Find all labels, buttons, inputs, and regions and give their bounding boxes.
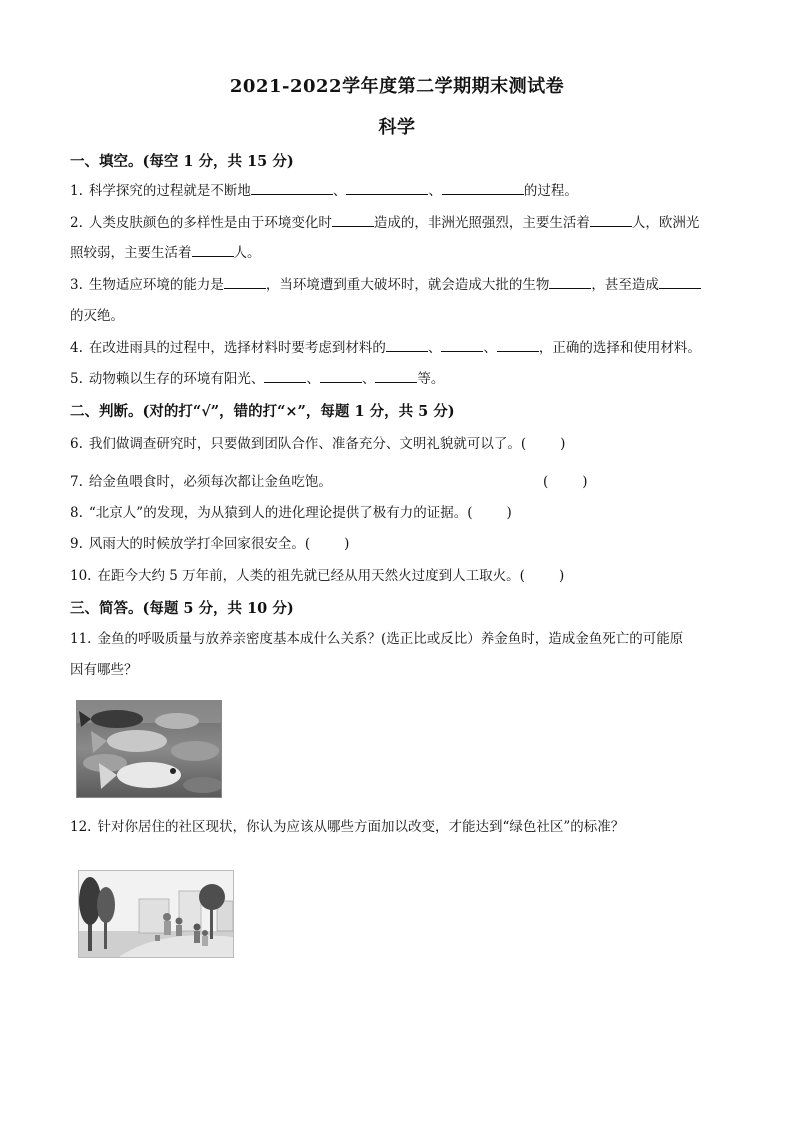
section-judgment-heading: 二、判断。(对的打“√”，错的打“×”，每题 1 分，共 5 分) <box>70 403 455 420</box>
question-text: 金鱼的呼吸质量与放养亲密度基本成什么关系？(选正比或反比）养金鱼时，造成金鱼死亡的可能原 <box>97 631 684 647</box>
question-text: 针对你居住的社区现状，你认为应该从哪些方面加以改变，才能达到“绿色社区”的标准？ <box>97 819 625 835</box>
bracket: ) <box>560 436 566 452</box>
answer-blank[interactable] <box>590 212 632 227</box>
question-7 <box>70 467 730 497</box>
question-text: 科学探究的过程就是不断地 <box>88 183 251 199</box>
question-text: 照较弱，主要生活着 <box>70 245 192 261</box>
question-6 <box>70 429 730 459</box>
question-5 <box>70 364 730 394</box>
question-number: 9. <box>70 536 83 552</box>
question-text: 因有哪些？ <box>70 662 138 678</box>
bracket: ( <box>543 474 549 490</box>
answer-blank[interactable] <box>386 337 428 352</box>
bracket: ) <box>582 474 588 490</box>
question-number: 12. <box>70 819 92 835</box>
question-text: ，当环境遭到重大破坏时，就会造成大批的生物 <box>265 277 550 293</box>
subject-title: 科学 <box>378 117 416 138</box>
question-number: 1. <box>70 183 83 199</box>
answer-blank[interactable] <box>224 274 266 289</box>
goldfish-image <box>77 701 221 797</box>
question-3-continued <box>70 301 730 331</box>
question-2-continued <box>70 238 730 268</box>
question-text: 的灭绝。 <box>70 308 124 324</box>
question-number: 11. <box>70 631 92 647</box>
question-text: 生物适应环境的能力是 <box>88 277 224 293</box>
goldfish-photo <box>76 700 222 798</box>
question-text: ，甚至造成 <box>591 277 659 293</box>
separator: 、 <box>361 371 376 387</box>
question-text: 动物赖以生存的环境有阳光、 <box>88 371 265 387</box>
separator: 、 <box>427 340 442 356</box>
answer-blank[interactable] <box>251 180 333 195</box>
question-7-answer-bracket <box>543 467 603 497</box>
question-text: 人类皮肤颜色的多样性是由于环境变化时 <box>88 215 332 231</box>
question-number: 8. <box>70 505 83 521</box>
question-text: 风雨大的时候放学打伞回家很安全。( <box>88 536 311 552</box>
question-number: 7. <box>70 474 83 490</box>
answer-blank[interactable] <box>320 368 362 383</box>
question-text: 造成的，非洲光照强烈，主要生活着 <box>373 215 590 231</box>
section-short-answer-heading: 三、简答。(每题 5 分，共 10 分) <box>70 600 294 617</box>
question-text: 在改进雨具的过程中，选择材料时要考虑到材料的 <box>88 340 386 356</box>
separator: 、 <box>332 183 347 199</box>
separator: 、 <box>306 371 320 387</box>
bracket: ) <box>344 536 350 552</box>
question-text: 我们做调查研究时，只要做到团队合作、准备充分、文明礼貌就可以了。( <box>88 436 527 452</box>
separator: 、 <box>483 340 497 356</box>
answer-blank[interactable] <box>192 242 234 257</box>
community-park-illustration <box>78 870 234 958</box>
question-text: 给金鱼喂食时，必须每次都让金鱼吃饱。 <box>88 474 332 490</box>
question-4 <box>70 333 730 363</box>
question-number: 2. <box>70 215 83 231</box>
answer-blank[interactable] <box>346 180 428 195</box>
question-text: 的过程。 <box>523 183 578 199</box>
question-11-continued <box>70 655 730 685</box>
exam-title: 2021-2022学年度第二学期期末测试卷 <box>229 76 565 97</box>
question-text: 等。 <box>417 371 445 387</box>
question-11 <box>70 624 730 654</box>
section-fill-blank-heading: 一、填空。(每空 1 分，共 15 分) <box>70 153 294 170</box>
answer-blank[interactable] <box>659 274 701 289</box>
question-number: 3. <box>70 277 83 293</box>
bracket: ) <box>558 568 565 584</box>
question-text: 人，欧洲光 <box>631 215 700 231</box>
question-3 <box>70 270 730 300</box>
answer-blank[interactable] <box>549 274 591 289</box>
answer-blank[interactable] <box>375 368 417 383</box>
answer-blank[interactable] <box>442 180 524 195</box>
answer-blank[interactable] <box>441 337 483 352</box>
question-text: 人。 <box>233 245 261 261</box>
bracket: ) <box>506 505 512 521</box>
question-10 <box>70 561 730 591</box>
question-12 <box>70 812 730 842</box>
question-9 <box>70 529 730 559</box>
question-8 <box>70 498 730 528</box>
question-text: ，正确的选择和使用材料。 <box>538 340 701 356</box>
answer-blank[interactable] <box>264 368 306 383</box>
answer-blank[interactable] <box>332 212 374 227</box>
question-number: 10. <box>70 568 92 584</box>
separator: 、 <box>428 183 442 199</box>
question-text: “北京人”的发现，为从猿到人的进化理论提供了极有力的证据。( <box>88 505 473 521</box>
question-number: 5. <box>70 371 83 387</box>
question-text: 在距今大约 5 万年前，人类的祖先就已经从用天然火过度到人工取火。( <box>97 568 525 584</box>
question-2 <box>70 208 730 238</box>
question-number: 6. <box>70 436 83 452</box>
question-1 <box>70 176 730 206</box>
community-image <box>79 871 233 957</box>
question-number: 4. <box>70 340 83 356</box>
answer-blank[interactable] <box>497 337 539 352</box>
